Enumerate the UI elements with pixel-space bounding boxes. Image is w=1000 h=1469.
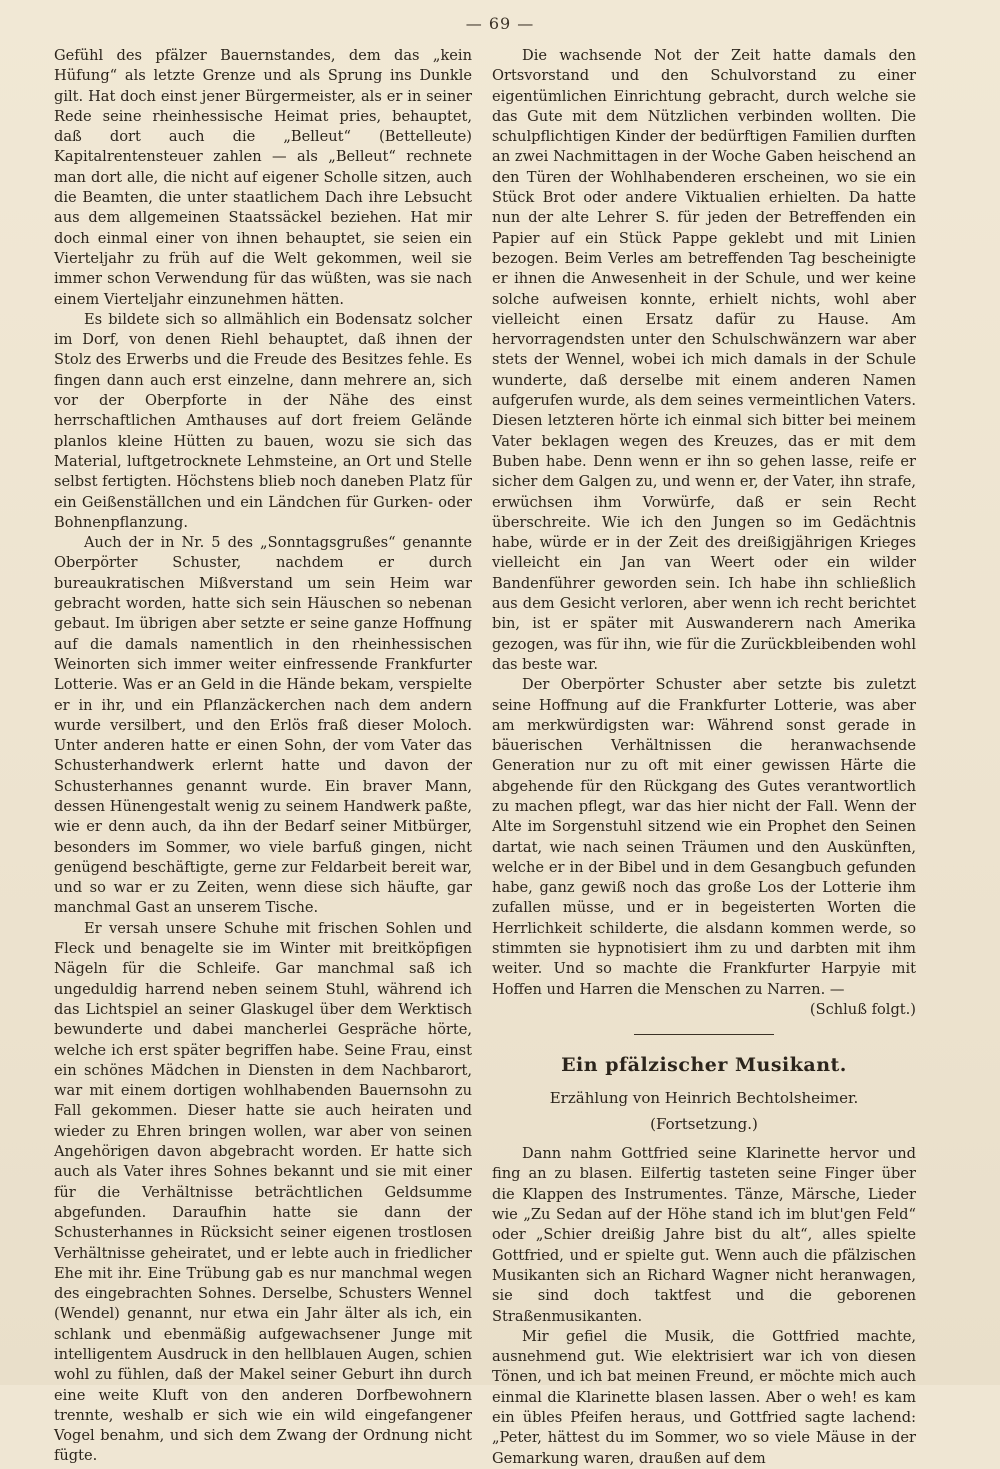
section-divider <box>634 1034 774 1035</box>
article-continuation: (Fortsetzung.) <box>650 1114 758 1133</box>
right-column <box>492 46 916 1469</box>
paragraph: Dann nahm Gottfried seine Klarinette hervor und fing an zu blasen. Eilfertig tasteten seine Finger über die Klappen des Instrumentes. Tänze, Märsche, Lieder wie „Zu Sedan auf der Höhe stand ich im blut'gen Feld“ oder „Schier dreißig Jahre bist du alt“, alles spielte Gottfried, und er spielte gut. Wenn auch die pfälzischen Musikanten sich an Richard Wagner nicht heranwagen, sie sind doch taktfest und die geborenen Straßenmusikanten. <box>492 1145 916 1325</box>
paragraph: Auch der in Nr. 5 des „Sonntagsgrußes“ genannte Oberpörter Schuster, nachdem er durch bureaukratischen Mißverstand um sein Heim war gebracht worden, hatte sich sein Häuschen so nebenan gebaut. Im übrigen aber setzte er seine ganze Hoffnung auf die damals namentlich in den rheinhessischen Weinorten sich immer weiter einfressende Frankfurter Lotterie. Was er an Geld in die Hände bekam, verspielte er in ihr, und ein Pflanzäckerchen nach dem andern wurde versilbert, und den Erlös fraß dieser Moloch. Unter anderen hatte er einen Sohn, der vom Vater das Schusterhandwerk erlernt hatte und davon der Schusterhannes genannt wurde. Ein braver Mann, dessen Hünengestalt wenig zu seinem Handwerk paßte, wie er denn auch, da ihn der Bedarf seiner Mitbürger, besonders im Sommer, wo viele barfuß gingen, nicht genügend beschäftigte, gerne zur Feldarbeit bereit war, und so war er zu Zeiten, wenn diese sich häufte, gar manchmal Gast an unserem Tische. <box>54 534 472 917</box>
signoff-row <box>492 1000 916 1020</box>
page-number: — 69 — <box>465 14 535 33</box>
paragraph: Er versah unsere Schuhe mit frischen Sohlen und Fleck und benagelte sie im Winter mit breitköpfigen Nägeln für die Schleife. Gar manchmal saß ich ungeduldig harrend neben seinem Stuhl, während ich das Lichtspiel an seiner Glaskugel über dem Werktisch bewunderte und dabei mancherlei Gespräche hörte, welche ich erst später begriffen habe. Seine Frau, einst ein schönes Mädchen in Diensten in dem Nachbarort, war mit einem dortigen wohlhabenden Bauernsohn zu Fall gekommen. Dieser hatte sie auch heiraten und wieder zu Ehren bringen wollen, war aber von seinen Angehörigen davon abgebracht worden. Er hatte sich auch als Vater ihres Sohnes bekannt und sie mit einer für die Verhältnisse beträchtlichen Geldsumme abgefunden. Daraufhin hatte sie dann der Schusterhannes in Rücksicht seiner eigenen trostlosen Verhältnisse geheiratet, und er lebte auch in friedlicher Ehe mit ihr. Eine Trübung gab es nur manchmal wegen des eingebrachten Sohnes. Derselbe, Schusters Wennel (Wendel) genannt, nur etwa ein Jahr älter als ich, ein schlank und ebenmäßig aufgewachsener Junge mit intelligentem Ausdruck in den hellblauen Augen, schien wohl zu fühlen, daß der Makel seiner Geburt ihn durch eine weite Kluft von den anderen Dorfbewohnern trennte, weshalb er sich wie ein wild eingefangener Vogel benahm, und sich dem Zwang der Ordnung nicht fügte. <box>54 919 472 1465</box>
article-title: Ein pfälzischer Musikant. <box>561 1054 847 1077</box>
paragraph: Der Oberpörter Schuster aber setzte bis zuletzt seine Hoffnung auf die Frankfurter Lotterie, was aber am merkwürdigsten war: Während sonst gerade in bäuerischen Verhältnissen die heranwachsende Generation nur zu oft mit einer gewissen Härte die abgehende für den Rückgang des Gutes verantwortlich zu machen pflegt, war das hier nicht der Fall. Wenn der Alte im Sorgenstuhl sitzend wie ein Prophet den Seinen dartat, wie nach seinen Träumen und den Auskünften, welche er in der Bibel und in dem Gesangbuch gefunden habe, ganz gewiß noch das große Los der Lotterie ihm zufallen müsse, und er in begeisterten Worten die Herrlichkeit schilderte, die alsdann kommen werde, so stimmten sie hypnotisiert ihm zu und darbten mit ihm weiter. Und so machte die Frankfurter Harpyie mit Hoffen und Harren die Menschen zu Narren. — <box>492 676 916 998</box>
paragraph: Gefühl des pfälzer Bauernstandes, dem das „kein Hüfung“ als letzte Grenze und als Sprung ins Dunkle gilt. Hat doch einst jener Bürgermeister, als er in seiner Rede seine rheinhessische Heimat pries, behauptet, daß dort auch die „Belleut“ (Bettelleute) Kapitalrentensteuer zahlen — als „Belleut“ rechnete man dort alle, die nicht auf eigener Scholle sitzen, auch die Beamten, die unter staatlichem Dach ihre Lebsucht aus dem allgemeinen Staatssäckel beziehen. Hat mir doch einmal einer von ihnen behauptet, sie seien ein Vierteljahr zu früh auf die Welt gekommen, weil sie immer schon Verwendung für das wüßten, was sie nach einem Vierteljahr einzunehmen hätten. <box>54 47 472 308</box>
continued-note: (Schluß folgt.) <box>809 1000 916 1018</box>
article-subtitle: Erzählung von Heinrich Bechtolsheimer. <box>549 1088 859 1107</box>
paragraph: Es bildete sich so allmählich ein Bodensatz solcher im Dorf, von denen Riehl behauptet, daß ihnen der Stolz des Erwerbs und die Freude des Besitzes fehle. Es fingen dann auch erst einzelne, dann mehrere an, sich vor der Oberpforte in der Nähe des einst herrschaftlichen Amthauses auf dort freiem Gelände planlos kleine Hütten zu bauen, wozu sie sich das Material, luftgetrocknete Lehmsteine, an Ort und Stelle selbst fertigten. Höchstens blieb noch daneben Platz für ein Geißenställchen und ein Ländchen für Gurken- oder Bohnenpflanzung. <box>54 310 472 531</box>
left-column <box>54 46 472 1467</box>
paragraph: Mir gefiel die Musik, die Gottfried machte, ausnehmend gut. Wie elektrisiert war ich von diesen Tönen, und ich bat meinen Freund, er möchte mich auch einmal die Klarinette blasen lassen. Aber o weh! es kam ein übles Pfeifen heraus, und Gottfried sagte lachend: „Peter, hättest du im Sommer, wo so viele Mäuse in der Gemarkung waren, draußen auf dem <box>492 1327 916 1467</box>
paragraph: Die wachsende Not der Zeit hatte damals den Ortsvorstand und den Schulvorstand zu einer eigentümlichen Einrichtung gebracht, durch welche sie das Gute mit dem Nützlichen verbinden wollten. Die schulpflichtigen Kinder der bedürftigen Familien durften an zwei Nachmittagen in der Woche Gaben heischend an den Türen der Wohlhabenderen erscheinen, wo sie ein Stück Brot oder andere Viktualien erhielten. Da hatte nun der alte Lehrer S. für jeden der Betreffenden ein Papier auf ein Stück Pappe geklebt und mit Linien bezogen. Beim Verles am betreffenden Tag bescheinigte er ihnen die Anwesenheit in der Schule, und wer keine solche aufweisen konnte, erhielt nichts, wohl aber vielleicht einen Ersatz dafür zu Hause. Am hervorragendsten unter den Schulschwänzern war aber stets der Wennel, wobei ich mich damals in der Schule wunderte, daß derselbe mit einem anderen Namen aufgerufen wurde, als dem seines vermeintlichen Vaters. Diesen letzteren hörte ich einmal sich bitter bei meinem Vater beklagen wegen des Kreuzes, das er mit dem Buben habe. Denn wenn er ihn so gehen lasse, reife er sicher dem Galgen zu, und wenn er, der Vater, ihn strafe, erwüchsen ihm Vorwürfe, daß er sein Recht überschreite. Wie ich den Jungen so im Gedächtnis habe, würde er in der Zeit des dreißigjährigen Krieges vielleicht ein Jan van Weert oder ein wilder Bandenführer geworden sein. Ich habe ihn schließlich aus dem Gesicht verloren, aber wenn ich recht berichtet bin, ist er später mit Auswanderern nach Amerika gezogen, was für ihn, wie für die Zurückbleibenden wohl das beste war. <box>492 47 916 673</box>
